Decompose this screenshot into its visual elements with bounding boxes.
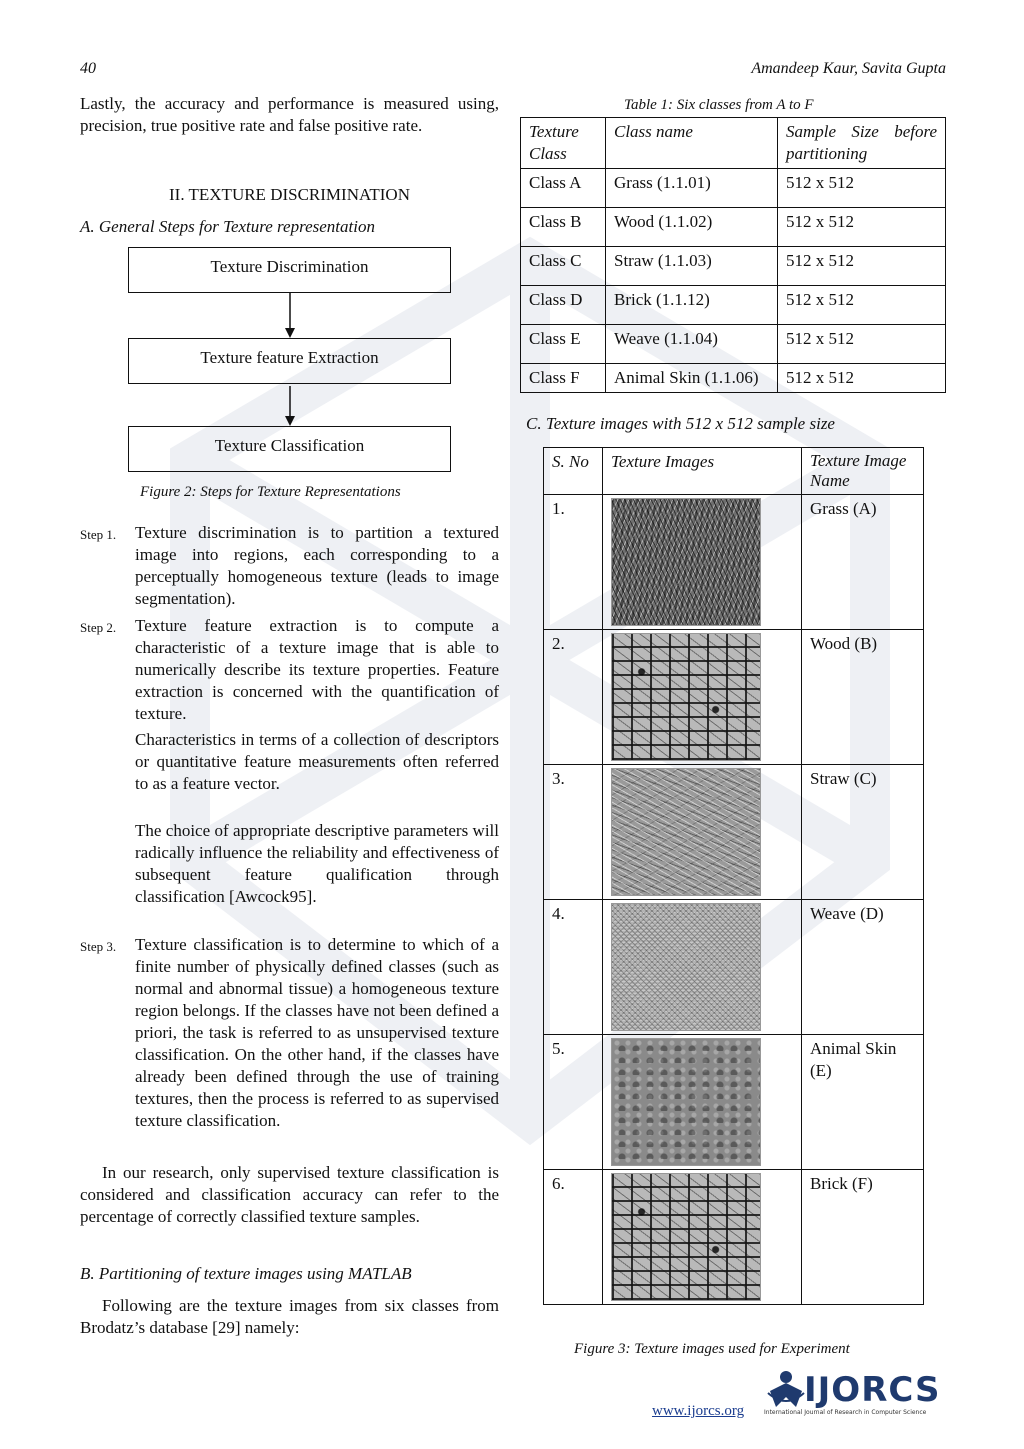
table-cell [603, 1170, 802, 1305]
table-header-cell: Sample Size before partitioning [778, 118, 946, 169]
table-cell: 512 x 512 [778, 247, 946, 286]
table-row [521, 247, 946, 286]
table-row [544, 1170, 924, 1305]
table-cell: 2. [544, 630, 603, 765]
table-cell: 512 x 512 [778, 286, 946, 325]
table-row [544, 900, 924, 1035]
table-row [521, 325, 946, 364]
table-row [521, 208, 946, 247]
subsection-b-heading: B. Partitioning of texture images using MATLAB [80, 1264, 412, 1283]
step-1-text: Texture discrimination is to partition a textured image into regions, each corresponding to a perceptually homogeneous texture (leads to image segmentation). [135, 523, 499, 608]
ijorcs-logo [764, 1369, 946, 1421]
table-cell: Weave (1.1.04) [606, 325, 778, 364]
logo-text: IJORCS [804, 1370, 941, 1410]
table-cell: Straw (1.1.03) [606, 247, 778, 286]
table-header-cell: Class name [606, 118, 778, 169]
table-cell: Grass (1.1.01) [606, 169, 778, 208]
logo-emblem-icon [766, 1369, 806, 1409]
table-header-cell: Texture Image Name [802, 448, 924, 495]
weave-texture-image [611, 903, 761, 1031]
logo-subtitle: International Journal of Research in Computer Science [764, 1409, 927, 1416]
flowchart-box-discrimination: Texture Discrimination [128, 247, 451, 293]
flowchart-box-extraction: Texture feature Extraction [128, 338, 451, 384]
flowchart-arrows [280, 293, 300, 429]
table-cell [603, 1035, 802, 1170]
step-3-text: Texture classification is to determine to which of a finite number of physically defined classes (such as normal and abnormal tissue) a homogeneous texture region belongs. If the classes have not been defined a priori, the task is referred to as unsupervised texture classification. On the other hand, if the classes have already been defined through the use of training textures, then the process is referred to as supervised texture classification. [135, 935, 499, 1130]
table-cell: Weave (D) [802, 900, 924, 1035]
step-2-text: Texture feature extraction is to compute a characteristic of a texture image that is able to numerically describe its texture properties. Feature extraction is concerned with the quantification of texture. [135, 616, 499, 723]
table-cell [603, 765, 802, 900]
table-header-row [521, 118, 946, 169]
table-cell: Wood (B) [802, 630, 924, 765]
table-cell [603, 900, 802, 1035]
table-header-row [544, 448, 924, 495]
texture-images-table [543, 447, 924, 1305]
table-cell: 512 x 512 [778, 325, 946, 364]
wood-texture-image [611, 633, 761, 761]
subsection-c-heading: C. Texture images with 512 x 512 sample size [526, 414, 835, 433]
table-1 [520, 117, 946, 393]
table-header-cell: Texture Class [521, 118, 606, 169]
table-1-caption: Table 1: Six classes from A to F [624, 97, 814, 113]
table-row [544, 765, 924, 900]
flowchart-box-classification: Texture Classification [128, 426, 451, 472]
table-cell: Class C [521, 247, 606, 286]
table-cell: Brick (1.1.12) [606, 286, 778, 325]
table-cell: Grass (A) [802, 495, 924, 630]
step-2-text-choice: The choice of appropriate descriptive parameters will radically influence the reliability and effectiveness of subsequent feature qualification through classification [Awcock95]. [135, 821, 499, 906]
step-3-label: Step 3. [80, 939, 117, 954]
section-heading: II. TEXTURE DISCRIMINATION [169, 185, 410, 204]
table-cell: Straw (C) [802, 765, 924, 900]
subsection-a-heading: A. General Steps for Texture representation [80, 217, 375, 236]
table-cell [603, 495, 802, 630]
table-row [521, 169, 946, 208]
table-cell: Class D [521, 286, 606, 325]
table-header-cell: Texture Images [603, 448, 802, 495]
intro-paragraph: Lastly, the accuracy and performance is measured using, precision, true positive rate and false positive rate. [80, 94, 499, 135]
table-cell: Wood (1.1.02) [606, 208, 778, 247]
table-cell: 512 x 512 [778, 169, 946, 208]
table-cell: 1. [544, 495, 603, 630]
table-row [544, 630, 924, 765]
running-header-authors: Amandeep Kaur, Savita Gupta [751, 60, 946, 77]
table-cell: Animal Skin (1.1.06) [606, 364, 778, 393]
table-cell: Class A [521, 169, 606, 208]
figure-2-caption: Figure 2: Steps for Texture Representations [140, 484, 401, 500]
table-cell: Class F [521, 364, 606, 393]
table-row [544, 1035, 924, 1170]
table-cell: Brick (F) [802, 1170, 924, 1305]
following-paragraph: Following are the texture images from six classes from Brodatz’s database [29] namely: [80, 1296, 499, 1337]
table-cell: 3. [544, 765, 603, 900]
table-row [521, 364, 946, 393]
table-cell [603, 630, 802, 765]
table-cell: 5. [544, 1035, 603, 1170]
grass-texture-image [611, 498, 761, 626]
journal-website-link[interactable]: www.ijorcs.org [652, 1403, 745, 1419]
table-cell: 512 x 512 [778, 364, 946, 393]
brick-texture-image [611, 1173, 761, 1301]
figure-3-caption: Figure 3: Texture images used for Experiment [574, 1341, 850, 1357]
table-cell: 6. [544, 1170, 603, 1305]
step-2-label: Step 2. [80, 620, 117, 635]
table-cell: 4. [544, 900, 603, 1035]
animal-skin-texture-image [611, 1038, 761, 1166]
table-row [521, 286, 946, 325]
straw-texture-image [611, 768, 761, 896]
step-2-text-characteristics: Characteristics in terms of a collection of descriptors or quantitative feature measurements often referred to as a feature vector. [135, 730, 499, 793]
page-number: 40 [80, 60, 96, 77]
table-cell: Animal Skin (E) [802, 1035, 924, 1170]
research-paragraph: In our research, only supervised texture classification is considered and classification accuracy can refer to the percentage of correctly classified texture samples. [80, 1163, 499, 1226]
table-cell: Class B [521, 208, 606, 247]
table-row [544, 495, 924, 630]
table-cell: 512 x 512 [778, 208, 946, 247]
table-header-cell: S. No [544, 448, 603, 495]
table-cell: Class E [521, 325, 606, 364]
step-1-label: Step 1. [80, 527, 117, 542]
